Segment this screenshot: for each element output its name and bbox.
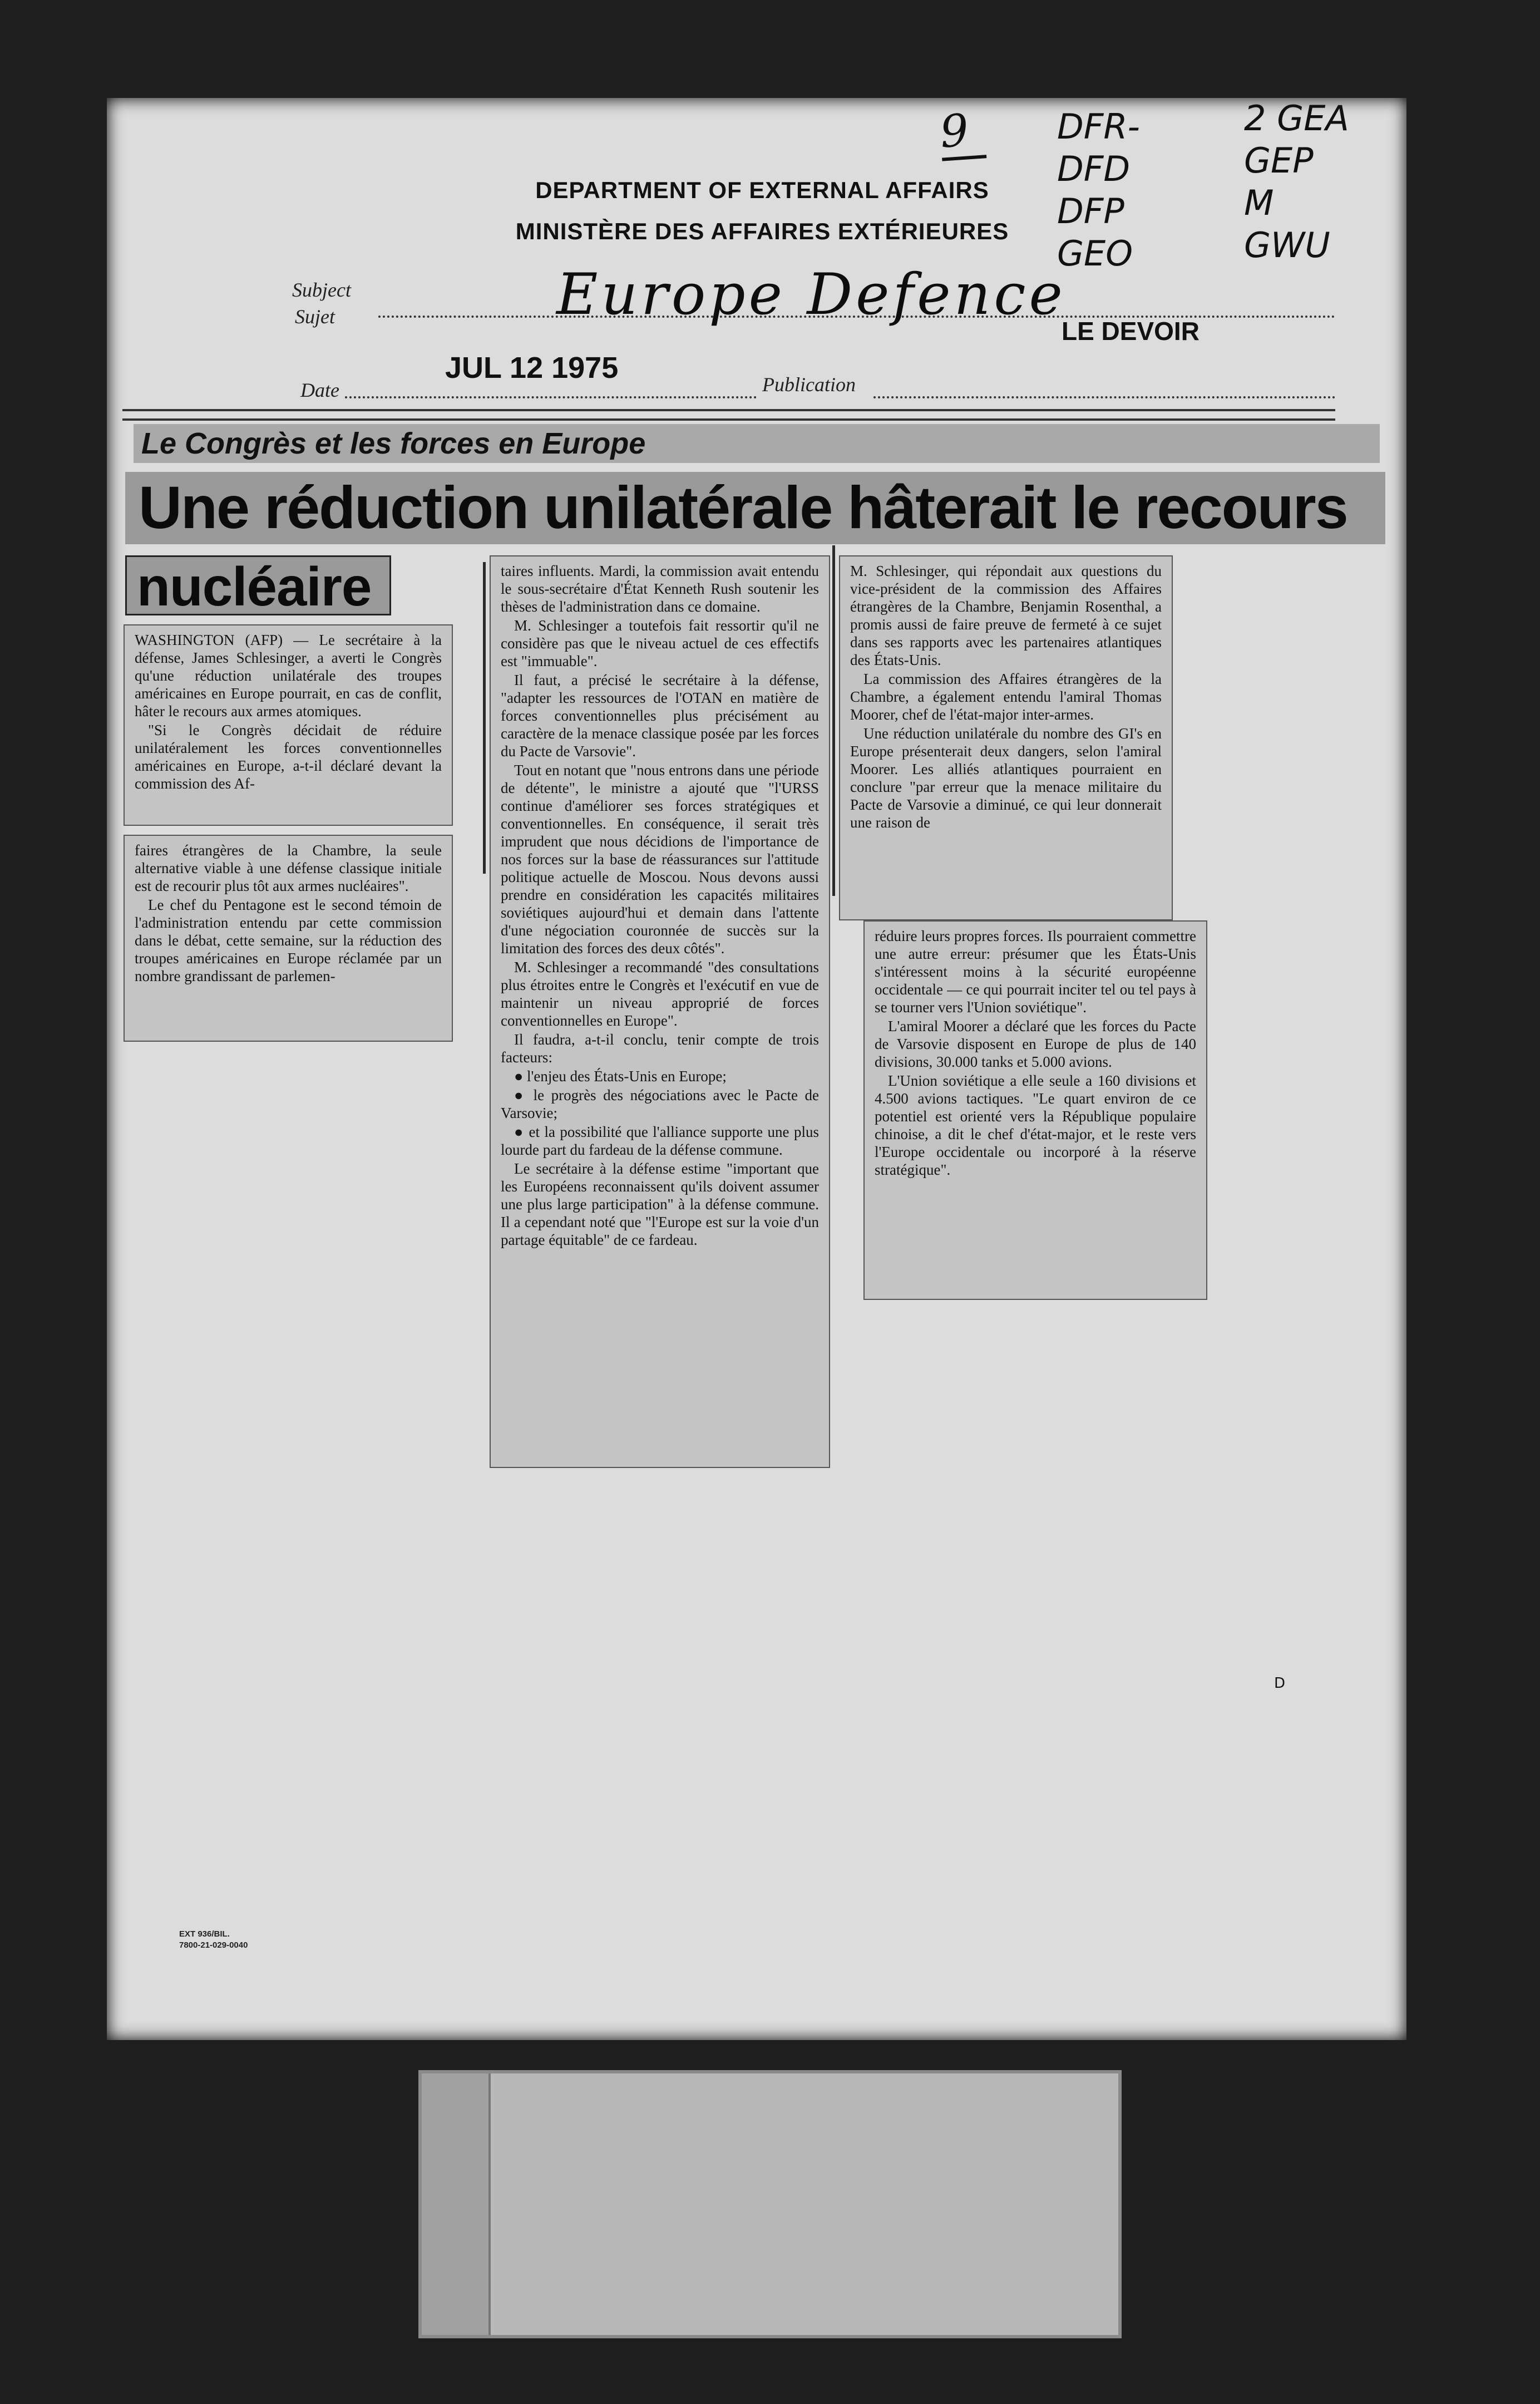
- sujet-label: Sujet: [295, 306, 335, 328]
- form-code: [179, 1929, 248, 1951]
- distribution-code: GEO: [1057, 233, 1133, 274]
- article-column-2: [490, 555, 830, 1468]
- distribution-code: DFP: [1057, 191, 1124, 231]
- article-column-1-bottom: [124, 835, 453, 1042]
- publication-value: LE DEVOIR: [1062, 317, 1200, 346]
- article-paragraph: Le chef du Pentagone est le second témoin de l'administration entendu par cette commission dans le débat, cette semaine, sur la réduction des troupes américaines en Europe réclamée par un nombre grandissant de parlemen-: [135, 896, 442, 984]
- divider-rule: [122, 409, 1335, 411]
- column-rule: [483, 562, 486, 874]
- article-paragraph: M. Schlesinger a recommandé "des consultations plus étroites entre le Congrès et l'exécutif en vue de maintenir un niveau approprié de forces conventionnelles en Europe".: [501, 959, 819, 1029]
- article-paragraph: réduire leurs propres forces. Ils pourraient commettre une autre erreur: présumer que les États-Unis s'intéressent moins à la sécurité européenne occidentale — ce qui pourrait inciter tel ou tel pays à se tourner vers l'Union soviétique".: [875, 928, 1196, 1016]
- corner-mark: D: [1274, 1675, 1286, 1692]
- handwritten-page-number: 9: [939, 103, 987, 161]
- date-stamp: JUL 12 1975: [445, 351, 619, 385]
- article-headline-continued: nucléaire: [125, 555, 391, 615]
- article-paragraph: Une réduction unilatérale du nombre des GI's en Europe présenterait deux dangers, selon l'amiral Moorer. Les alliés atlantiques pourraient en conclure "par erreur que la menace militaire du Pacte de Varsovie a diminué, ce qui leur donnerait une raison de: [850, 725, 1162, 831]
- article-paragraph: La commission des Affaires étrangères de la Chambre, a également entendu l'amiral Thomas Moorer, chef de l'état-major inter-armes.: [850, 671, 1162, 723]
- article-paragraph: M. Schlesinger, qui répondait aux questions du vice-président de la commission des Affaires étrangères de la Chambre, Benjamin Rosenthal, a promis aussi de faire preuve de fermeté à ce sujet dans ses rapports avec les partenaires atlantiques des États-Unis.: [850, 563, 1162, 668]
- article-paragraph: ● et la possibilité que l'alliance supporte une plus lourde part du fardeau de la défense commune.: [501, 1124, 819, 1158]
- article-column-3-bottom: [863, 920, 1207, 1300]
- subject-label: Subject: [292, 279, 351, 301]
- article-paragraph: WASHINGTON (AFP) — Le secrétaire à la défense, James Schlesinger, a averti le Congrès qu'une réduction unilatérale des troupes américaines en Europe pourrait, en cas de conflit, hâter le recours aux armes atomiques.: [135, 632, 442, 720]
- article-headline: Une réduction unilatérale hâterait le recours: [125, 472, 1385, 544]
- department-name-english: DEPARTMENT OF EXTERNAL AFFAIRS: [535, 177, 989, 203]
- article-paragraph: "Si le Congrès décidait de réduire unilatéralement les forces conventionnelles américaines en Europe, a-t-il déclaré devant la commission des Af-: [135, 722, 442, 792]
- form-code-line: 7800-21-029-0040: [179, 1940, 248, 1950]
- article-paragraph: ● l'enjeu des États-Unis en Europe;: [514, 1068, 727, 1085]
- article-paragraph: ● le progrès des négociations avec le Pacte de Varsovie;: [501, 1087, 819, 1121]
- department-name-french: MINISTÈRE DES AFFAIRES EXTÉRIEURES: [515, 218, 1009, 244]
- article-paragraph: Il faudra, a-t-il conclu, tenir compte de trois facteurs:: [501, 1031, 819, 1066]
- distribution-code: DFR-: [1057, 106, 1140, 147]
- article-paragraph: Tout en notant que "nous entrons dans une période de détente", le ministre a ajouté que "l'URSS continue d'améliorer ses forces stratégiques et conventionnelles. En conséquence, il serait très imprudent que nous décidions de l'importance de nos forces sur la base de réassurances sur l'attitude politique actuelle de Moscou. Nous devons aussi prendre en considération les capacités militaires soviétiques aujourd'hui et demain dans l'attente d'une négociation couronnée de succès sur la limitation des forces des deux côtés".: [501, 762, 819, 957]
- distribution-code: 2 GEA: [1244, 98, 1349, 139]
- publication-line: [873, 396, 1335, 398]
- distribution-codes-left: [1057, 106, 1140, 275]
- article-paragraph: taires influents. Mardi, la commission avait entendu le sous-secrétaire d'État Kenneth Rush soutenir les thèses de l'administration dans ce domaine.: [501, 563, 819, 615]
- article-column-3-top: [839, 555, 1173, 920]
- article-column-1-top: [124, 624, 453, 826]
- article-kicker: Le Congrès et les forces en Europe: [134, 424, 1380, 463]
- form-code-line: EXT 936/BIL.: [179, 1929, 230, 1939]
- article-paragraph: Le secrétaire à la défense estime "important que les Européens reconnaissent qu'ils doivent assumer une plus large participation" à la défense commune. Il a cependant noté que "l'Europe est sur la voie d'un partage équitable" de ce fardeau.: [501, 1160, 819, 1248]
- date-line: [345, 396, 757, 398]
- subject-value: Europe Defence: [556, 262, 1066, 328]
- publication-label: Publication: [762, 373, 856, 396]
- distribution-codes-right: [1244, 97, 1349, 267]
- date-label: Date: [300, 379, 339, 401]
- envelope-flap: [422, 2073, 491, 2335]
- article-paragraph: L'Union soviétique a elle seule a 160 divisions et 4.500 avions tactiques. "Le quart environ de ce potentiel est orienté vers la République populaire chinoise, a dit le chef d'état-major, et le reste vers l'Europe occidentale ou incorporé à la réserve stratégique".: [875, 1072, 1196, 1178]
- envelope-image: [418, 2070, 1122, 2338]
- article-paragraph: faires étrangères de la Chambre, la seule alternative viable à une défense classique initiale est de recourir plus tôt aux armes nucléaires".: [135, 842, 442, 894]
- column-rule: [832, 545, 835, 896]
- article-paragraph: Il faut, a précisé le secrétaire à la défense, "adapter les ressources de l'OTAN en matière de forces conventionnelles plus précisément au caractère de la menace classique posée par les forces du Pacte de Varsovie".: [501, 672, 819, 760]
- article-paragraph: L'amiral Moorer a déclaré que les forces du Pacte de Varsovie disposent en Europe de plus de 140 divisions, 30.000 tanks et 5.000 avions.: [875, 1018, 1196, 1070]
- distribution-code: GWU: [1244, 225, 1330, 265]
- divider-rule: [122, 418, 1335, 421]
- distribution-code: M: [1244, 183, 1274, 223]
- distribution-code: DFD: [1057, 149, 1131, 189]
- distribution-code: GEP: [1244, 140, 1314, 181]
- article-paragraph: M. Schlesinger a toutefois fait ressortir qu'il ne considère pas que le niveau actuel de ces effectifs est "immuable".: [501, 617, 819, 669]
